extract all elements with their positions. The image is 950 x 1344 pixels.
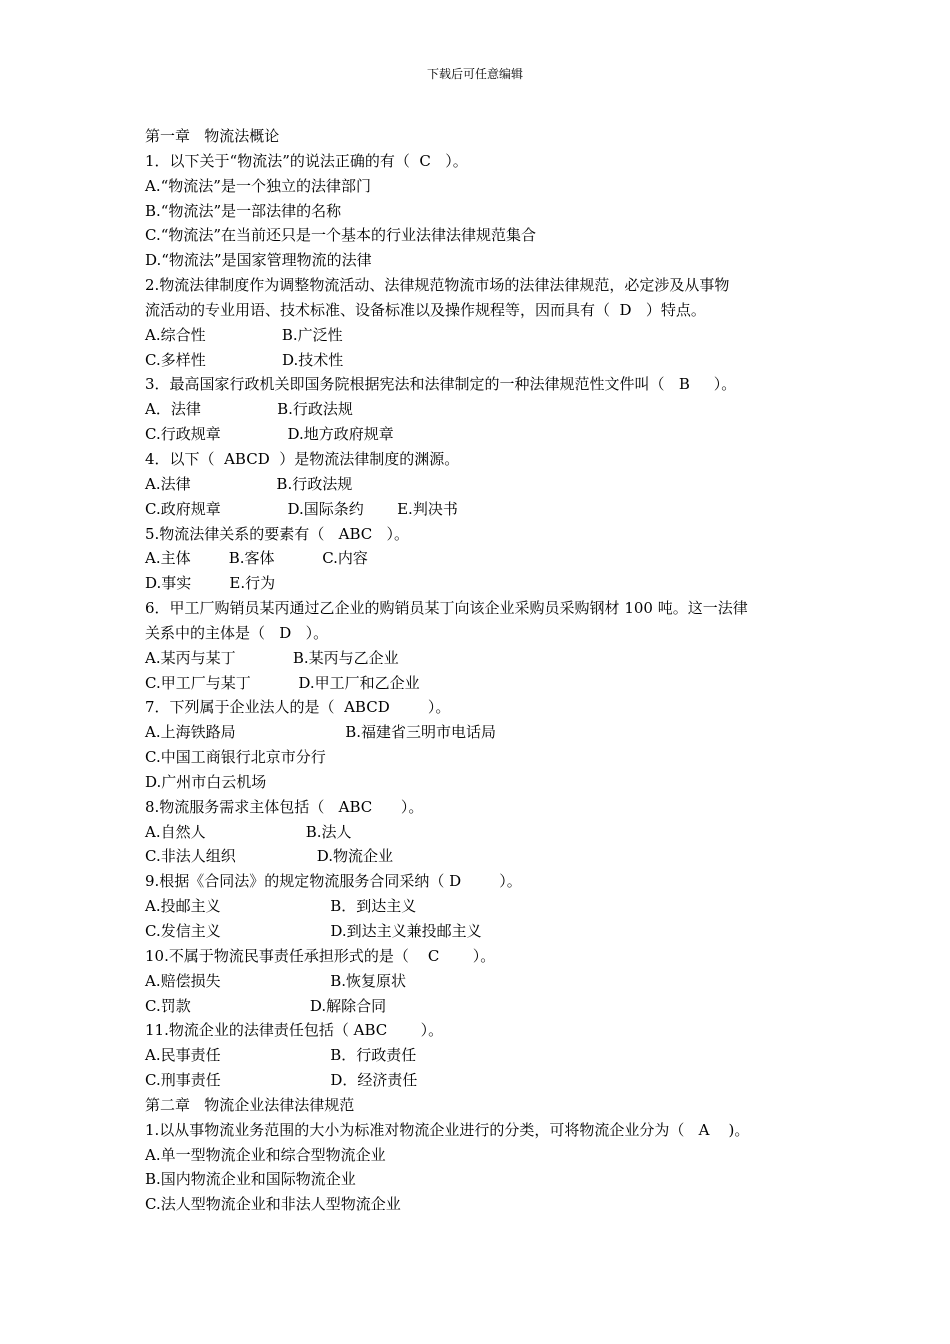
text-line: 8.物流服务需求主体包括（ ABC ）。: [145, 797, 424, 816]
text-line: C.中国工商银行北京市分行: [145, 748, 326, 767]
text-line: D.“物流法”是国家管理物流的法律: [145, 251, 372, 270]
text-line: C.法人型物流企业和非法人型物流企业: [145, 1195, 401, 1214]
text-line: 10.不属于物流民事责任承担形式的是（ C ）。: [145, 946, 496, 965]
text-line: 9.根据《合同法》的规定物流服务合同采纳（ D ）。: [145, 872, 522, 891]
text-line: 6．甲工厂购销员某丙通过乙企业的购销员某丁向该企业采购员采购钢材 100 吨。这一法律: [145, 599, 748, 618]
text-line: 第一章 物流法概论: [145, 127, 280, 145]
text-line: 11.物流企业的法律责任包括（ ABC ）。: [145, 1021, 444, 1040]
text-line: A.投邮主义 B．到达主义: [145, 897, 417, 916]
text-line: 1.以从事物流业务范围的大小为标准对物流企业进行的分类，可将物流企业分为（ A )。: [145, 1120, 750, 1139]
page-header: 下载后可任意编辑: [426, 67, 523, 81]
text-line: 4．以下（ ABCD ）是物流法律制度的渊源。: [145, 449, 460, 468]
text-line: D.广州市白云机场: [145, 772, 267, 791]
text-line: C.发信主义 D.到达主义兼投邮主义: [145, 922, 482, 940]
document-body: [145, 124, 810, 1217]
text-line: A．法律 B.行政法规: [145, 400, 353, 419]
text-line: C.甲工厂与某丁 D.甲工厂和乙企业: [145, 673, 420, 692]
text-line: 1．以下关于“物流法”的说法正确的有（ C ）。: [145, 151, 468, 170]
text-line: A.法律 B.行政法规: [145, 474, 353, 493]
text-line: C.多样性 D.技术性: [145, 350, 344, 369]
text-line: A.单一型物流企业和综合型物流企业: [145, 1145, 386, 1164]
text-line: B.国内物流企业和国际物流企业: [145, 1170, 356, 1189]
text-line: 5.物流法律关系的要素有（ ABC ）。: [145, 524, 410, 543]
text-line: C.“物流法”在当前还只是一个基本的行业法律法律规范集合: [145, 226, 537, 245]
text-line: A.综合性 B.广泛性: [145, 325, 343, 344]
text-line: B.“物流法”是一部法律的名称: [145, 201, 342, 220]
text-line: A.某丙与某丁 B.某丙与乙企业: [145, 648, 399, 667]
text-line: C.刑事责任 D．经济责任: [145, 1071, 418, 1090]
text-line: 流活动的专业用语、技术标准、设备标准以及操作规程等，因而具有（ D ）特点。: [145, 300, 706, 319]
text-line: 关系中的主体是（ D ）。: [145, 623, 329, 642]
text-line: C.行政规章 D.地方政府规章: [145, 425, 394, 444]
text-line: 2.物流法律制度作为调整物流活动、法律规范物流市场的法律法律规范，必定涉及从事物: [145, 276, 730, 295]
text-line: D.事实 E.行为: [145, 574, 276, 593]
text-line: C.政府规章 D.国际条约 E.判决书: [145, 499, 458, 518]
text-line: C.非法人组织 D.物流企业: [145, 847, 394, 866]
text-line: A.主体 B.客体 C.内容: [145, 549, 368, 568]
text-line: A.上海铁路局 B.福建省三明市电话局: [145, 723, 497, 742]
text-line: 第二章 物流企业法律法律规范: [145, 1095, 355, 1114]
text-line: 3．最高国家行政机关即国务院根据宪法和法律制定的一种法律规范性文件叫（ B ）。: [145, 375, 737, 394]
text-line: A.民事责任 B．行政责任: [145, 1046, 417, 1065]
text-line: A.赔偿损失 B.恢复原状: [145, 971, 407, 990]
text-line: C.罚款 D.解除合同: [145, 996, 387, 1015]
text-line: A.自然人 B.法人: [145, 822, 352, 841]
text-line: A.“物流法”是一个独立的法律部门: [145, 176, 371, 195]
text-line: 7．下列属于企业法人的是（ ABCD ）。: [145, 698, 451, 717]
